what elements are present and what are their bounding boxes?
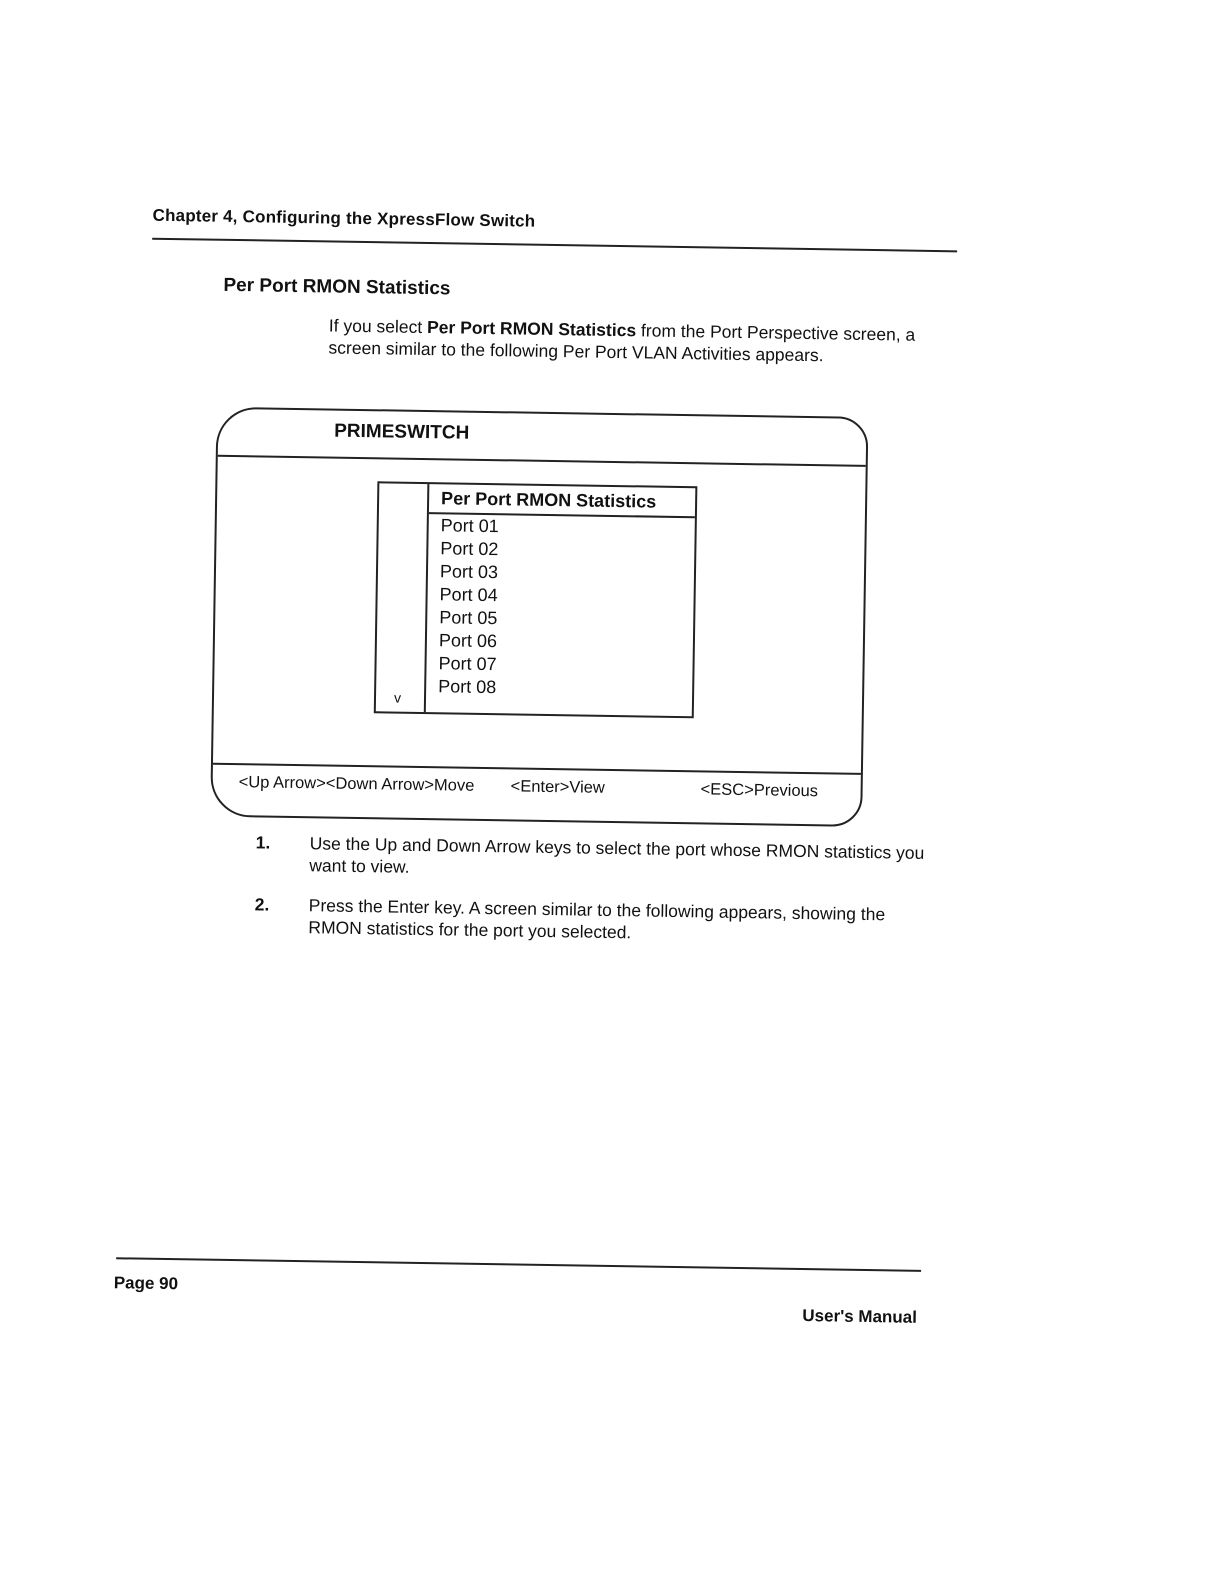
- page-number: Page 90: [113, 1273, 179, 1294]
- section-title: Per Port RMON Statistics: [223, 274, 451, 300]
- port-item[interactable]: Port 04: [439, 584, 498, 606]
- menu-title: Per Port RMON Statistics: [429, 484, 695, 518]
- port-item[interactable]: Port 05: [439, 607, 498, 629]
- screen-title-rule: [218, 455, 866, 467]
- step-text: Use the Up and Down Arrow keys to select the port whose RMON statistics you want to view.: [309, 833, 925, 877]
- screen-footer-rule: [213, 763, 861, 775]
- screen-footer: [238, 773, 839, 801]
- port-item[interactable]: Port 08: [438, 676, 497, 698]
- menu-divider: [424, 484, 430, 712]
- steps-list: [254, 831, 936, 966]
- manual-name: User's Manual: [802, 1306, 918, 1327]
- port-item[interactable]: Port 03: [439, 561, 499, 583]
- step-number: 2.: [254, 894, 270, 915]
- step-text: Press the Enter key. A screen similar to the following appears, showing the RMON statistics for the port you selected.: [308, 895, 886, 943]
- terminal-screen: [210, 407, 868, 827]
- footer-move-hint: <Up Arrow><Down Arrow>Move: [238, 773, 475, 795]
- intro-post: from the Port Perspective screen, a screen similar to the following Per Port VLAN Activities appears.: [328, 320, 916, 366]
- footer-previous-hint: <ESC>Previous: [700, 780, 819, 801]
- footer-rule: [116, 1257, 921, 1272]
- port-item[interactable]: Port 06: [438, 630, 498, 652]
- footer-view-hint: <Enter>View: [510, 777, 605, 797]
- step-item: [255, 831, 936, 886]
- port-item[interactable]: Port 01: [440, 515, 499, 537]
- header-rule: [152, 238, 957, 253]
- intro-pre: If you select: [328, 315, 428, 338]
- step-item: [254, 893, 935, 948]
- port-item[interactable]: Port 02: [440, 538, 499, 560]
- scroll-down-indicator: v: [393, 689, 402, 706]
- port-item[interactable]: Port 07: [438, 653, 497, 675]
- step-number: 1.: [255, 832, 271, 853]
- port-list: [438, 514, 499, 699]
- intro-bold: Per Port RMON Statistics: [426, 317, 637, 341]
- intro-paragraph: [328, 314, 929, 367]
- screen-title: PRIMESWITCH: [334, 420, 470, 444]
- port-menu: [374, 481, 698, 718]
- chapter-header: Chapter 4, Configuring the XpressFlow Switch: [152, 205, 536, 231]
